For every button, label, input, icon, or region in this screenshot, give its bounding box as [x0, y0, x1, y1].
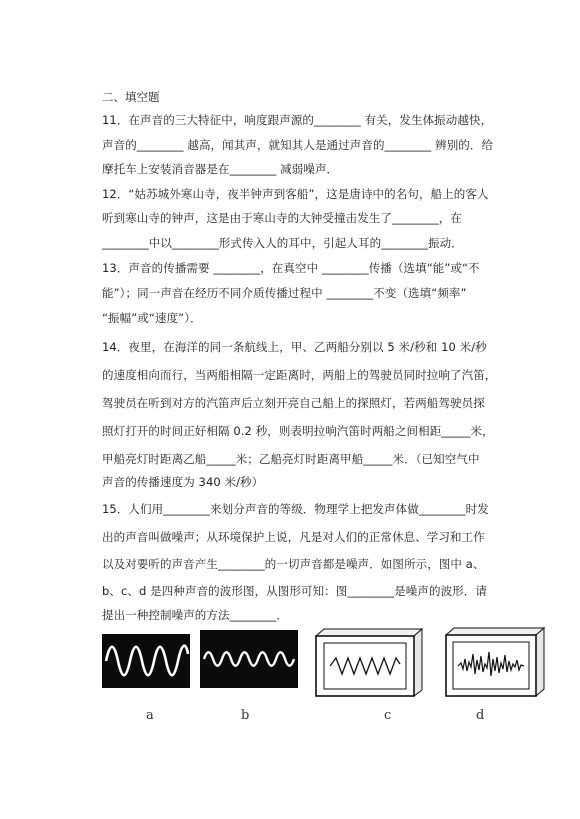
question-11-line-2: 声音的________ 越高，闻其声，就知其人是通过声音的________ 辨别的．给	[102, 138, 494, 152]
waveform-c-figure	[314, 628, 424, 698]
question-14-line-5: 甲船亮灯时距离乙船_____米；乙船亮灯时距离甲船_____米．（已知空气中	[102, 452, 480, 466]
question-14-line-4: 照灯打开的时间正好相隔 0.2 秒，则表明拉响汽笛时两船之间相距_____米，	[102, 424, 494, 438]
question-13-line-1: 13．声音的传播需要 ________，在真空中 ________传播（选填“能”或“不	[102, 261, 480, 275]
box-top-d	[446, 628, 544, 635]
box-side-d	[536, 628, 544, 696]
question-12-line-1: 12．“姑苏城外寒山寺，夜半钟声到客船”，这是唐诗中的名句，船上的客人	[102, 187, 489, 201]
question-14-line-2: 的速度相向而行，当两船相隔一定距离时，两船上的驾驶员同时拉响了汽笛，	[102, 368, 497, 382]
question-14-line-3: 驾驶员在听到对方的汽笛声后立刻开亮自己船上的探照灯，若两船驾驶员探	[102, 396, 485, 410]
question-11-line-3: 摩托车上安装消音器是在________ 减弱噪声．	[102, 162, 339, 176]
section-heading: 二、填空题	[102, 90, 160, 104]
waveform-d-figure	[444, 626, 546, 698]
question-12-line-2: 听到寒山寺的钟声，这是由于寒山寺的大钟受撞击发生了________，在	[102, 211, 462, 225]
screen-c	[324, 643, 406, 689]
question-13-line-2: 能”）；同一声音在经历不同介质传播过程中 ________不变（选填“频率”	[102, 286, 467, 300]
caption-c: c	[384, 708, 392, 723]
caption-b: b	[241, 708, 250, 723]
question-15-line-2: 出的声音叫做噪声；从环境保护上说，凡是对人们的正常休息、学习和工作	[102, 530, 485, 544]
question-15-line-5: 提出一种控制噪声的方法________．	[102, 608, 288, 622]
question-14-line-1: 14．夜里，在海洋的同一条航线上，甲、乙两船分别以 5 米/秒和 10 米/秒	[102, 340, 487, 354]
caption-a: a	[146, 708, 154, 723]
waveform-a-figure	[102, 634, 190, 688]
box-side-c	[414, 629, 422, 696]
question-11-line-1: 11．在声音的三大特征中，响度跟声源的________ 有关，发生体振动越快，	[102, 113, 493, 127]
question-12-line-3: ________中以________形式传入人的耳中，引起人耳的________振动．	[102, 236, 463, 250]
question-13-line-3: “振幅”或“速度”）．	[102, 311, 202, 325]
question-14-line-6: 声音的传播速度为 340 米/秒）	[102, 475, 264, 489]
waveform-b-figure	[200, 630, 298, 688]
question-15-line-4: b、c、d 是四种声音的波形图，从图形可知：图________是噪声的波形．请	[102, 584, 487, 598]
caption-d: d	[476, 708, 485, 723]
box-top-c	[316, 629, 422, 636]
question-15-line-3: 以及对要听的声音产生________的一切声音都是噪声．如图所示，图中 a、	[102, 557, 485, 571]
question-15-line-1: 15．人们用________来划分声音的等级．物理学上把发声体做________时发	[102, 502, 489, 516]
